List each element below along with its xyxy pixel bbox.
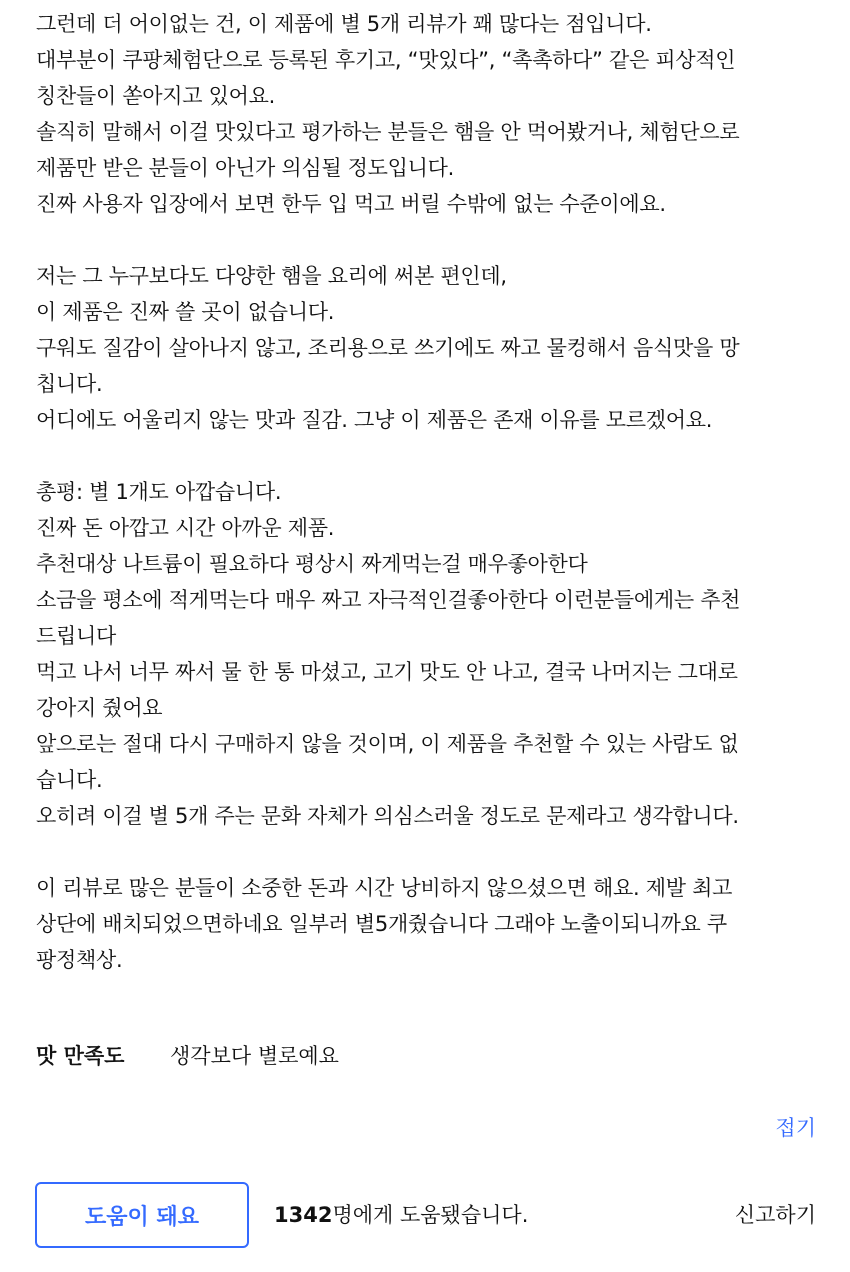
helpful-count-text [274,1197,528,1233]
helpful-count: 1342 [274,1203,333,1227]
review-line: 총평: 별 1개도 아깝습니다. [36,480,282,504]
review-line: 강아지 줬어요 [36,696,163,720]
review-body [36,6,826,978]
survey-value: 생각보다 별로예요 [170,1044,339,1068]
review-line: 칩니다. [36,372,103,396]
review-line: 이 제품은 진짜 쓸 곳이 없습니다. [36,300,335,324]
review-line [36,834,826,870]
report-link[interactable]: 신고하기 [734,1203,816,1227]
review-line: 앞으로는 절대 다시 구매하지 않을 것이며, 이 제품을 추천할 수 있는 사람도 없 [36,732,739,756]
review-line: 칭찬들이 쏟아지고 있어요. [36,84,275,108]
review-line: 이 리뷰로 많은 분들이 소중한 돈과 시간 낭비하지 않으셨으면 해요. 제발 최고 [36,876,733,900]
review-line: 상단에 배치되었으면하네요 일부러 별5개줬습니다 그래야 노출이되니까요 쿠 [36,912,727,936]
review-line: 솔직히 말해서 이걸 맛있다고 평가하는 분들은 햄을 안 먹어봤거나, 체험단으로 [36,120,740,144]
taste-satisfaction-row [36,1038,339,1074]
review-line [36,438,826,474]
collapse-link[interactable]: 접기 [775,1116,816,1140]
review-line: 대부분이 쿠팡체험단으로 등록된 후기고, “맛있다”, “촉촉하다” 같은 피상적인 [36,48,736,72]
review-line: 그런데 더 어이없는 건, 이 제품에 별 5개 리뷰가 꽤 많다는 점입니다. [36,12,652,36]
survey-label: 맛 만족도 [36,1044,125,1068]
review-line: 드립니다 [36,624,116,648]
review-line: 소금을 평소에 적게먹는다 매우 짜고 자극적인걸좋아한다 이런분들에게는 추천 [36,588,741,612]
helpful-count-suffix: 명에게 도움됐습니다. [332,1203,529,1227]
review-line: 팡정책상. [36,948,123,972]
review-line: 진짜 돈 아깝고 시간 아까운 제품. [36,516,335,540]
review-line: 진짜 사용자 입장에서 보면 한두 입 먹고 버릴 수밖에 없는 수준이에요. [36,192,666,216]
review-line: 먹고 나서 너무 짜서 물 한 통 마셨고, 고기 맛도 안 나고, 결국 나머지는 그대로 [36,660,738,684]
review-line [36,222,826,258]
helpful-button[interactable]: 도움이 돼요 [35,1182,249,1248]
review-line: 오히려 이걸 별 5개 주는 문화 자체가 의심스러울 정도로 문제라고 생각합니다. [36,804,739,828]
review-line: 어디에도 어울리지 않는 맛과 질감. 그냥 이 제품은 존재 이유를 모르겠어요. [36,408,713,432]
review-line: 제품만 받은 분들이 아닌가 의심될 정도입니다. [36,156,454,180]
review-line: 구워도 질감이 살아나지 않고, 조리용으로 쓰기에도 짜고 물컹해서 음식맛을 망 [36,336,740,360]
review-line: 추천대상 나트륨이 필요하다 평상시 짜게먹는걸 매우좋아한다 [36,552,588,576]
review-line: 저는 그 누구보다도 다양한 햄을 요리에 써본 편인데, [36,264,507,288]
review-line: 습니다. [36,768,103,792]
